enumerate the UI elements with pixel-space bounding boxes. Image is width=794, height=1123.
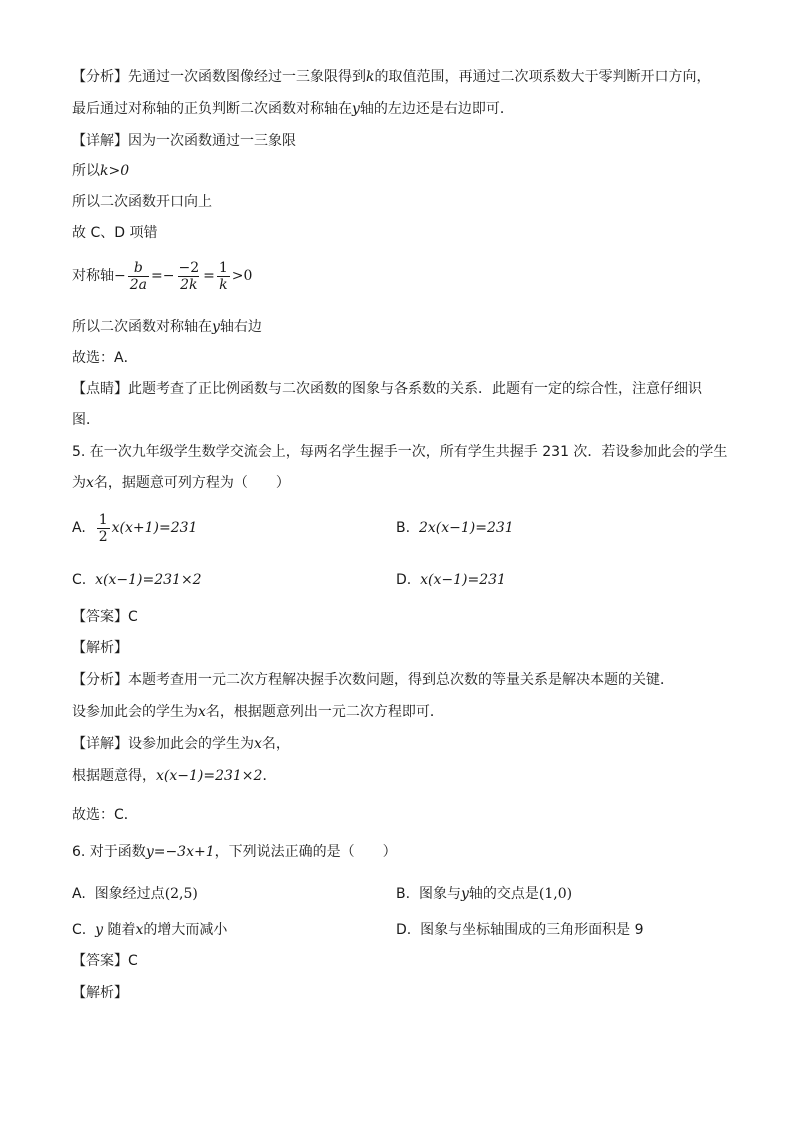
q5-answer: 【答案】C — [72, 609, 138, 625]
detail-line-1: 【详解】因为一次函数通过一三象限 — [72, 133, 296, 149]
q6-option-b: B. 图象与y轴的交点是(1,0) — [396, 886, 573, 902]
fraction-neg2-over-2k: $\frac{-2}{2k}$ — [178, 259, 200, 293]
q5-stem-2: 为x名，据题意可列方程为（ ） — [72, 475, 290, 491]
q5-option-c: C. x(x−1)=231×2 — [72, 572, 202, 588]
symmetry-axis-formula: 对称轴− $\frac{b}{2a}$ =− $\frac{-2}{2k}$ = $\frac{1}{k}$ >0 — [72, 259, 253, 293]
detail-line-3: 所以二次函数开口向上 — [72, 194, 212, 210]
q6-explain: 【解析】 — [72, 985, 128, 1001]
q5-explain: 【解析】 — [72, 640, 128, 656]
q6-option-a: A. 图象经过点(2,5) — [72, 886, 198, 902]
q5-option-a: A. $\frac{1}{2}$ x(x+1)=231 — [72, 511, 198, 545]
var-k: k — [366, 69, 375, 85]
q6-stem: 6. 对于函数y=−3x+1，下列说法正确的是（ ） — [72, 844, 397, 860]
q6-answer: 【答案】C — [72, 953, 138, 969]
select-line: 故选：A． — [72, 350, 138, 366]
fraction-1-over-k: $\frac{1}{k}$ — [218, 259, 228, 293]
q5-analysis-2: 设参加此会的学生为x名，根据题意列出一元二次方程即可． — [72, 704, 444, 720]
q5-detail-2: 根据题意得，x(x−1)=231×2． — [72, 768, 277, 784]
detail-line-6: 所以二次函数对称轴在y轴右边 — [72, 319, 262, 335]
q5-select: 故选：C． — [72, 807, 138, 823]
q5-detail-1: 【详解】设参加此会的学生为x名， — [72, 736, 290, 752]
comment-line-2: 图． — [72, 412, 100, 428]
q5-option-d: D. x(x−1)=231 — [396, 572, 506, 588]
q5-option-b: B. 2x(x−1)=231 — [396, 520, 514, 536]
q6-option-d: D. 图象与坐标轴围成的三角形面积是 9 — [396, 922, 644, 938]
q5-analysis-1: 【分析】本题考查用一元二次方程解决握手次数问题，得到总次数的等量关系是解决本题的关键． — [72, 672, 674, 688]
fraction-b-over-2a: $\frac{b}{2a}$ — [129, 259, 147, 293]
detail-line-2: 所以k>0 — [72, 163, 130, 179]
q5-stem-1: 5. 在一次九年级学生数学交流会上，每两名学生握手一次，所有学生共握手 231 次．若设参加此会的学生 — [72, 444, 728, 460]
analysis-line-2: 最后通过对称轴的正负判断二次函数对称轴在y轴的左边还是右边即可． — [72, 101, 514, 117]
analysis-line-1: 【分析】先通过一次函数图像经过一三象限得到k的取值范围，再通过二次项系数大于零判断开口方向， — [72, 69, 711, 85]
detail-line-4: 故 C、D 项错 — [72, 225, 158, 241]
fraction-one-half: $\frac{1}{2}$ — [98, 511, 108, 545]
q6-option-c: C. y 随着x的增大而减小 — [72, 922, 228, 938]
comment-line-1: 【点睛】此题考查了正比例函数与二次函数的图象与各系数的关系．此题有一定的综合性，注意仔细识 — [72, 381, 702, 397]
